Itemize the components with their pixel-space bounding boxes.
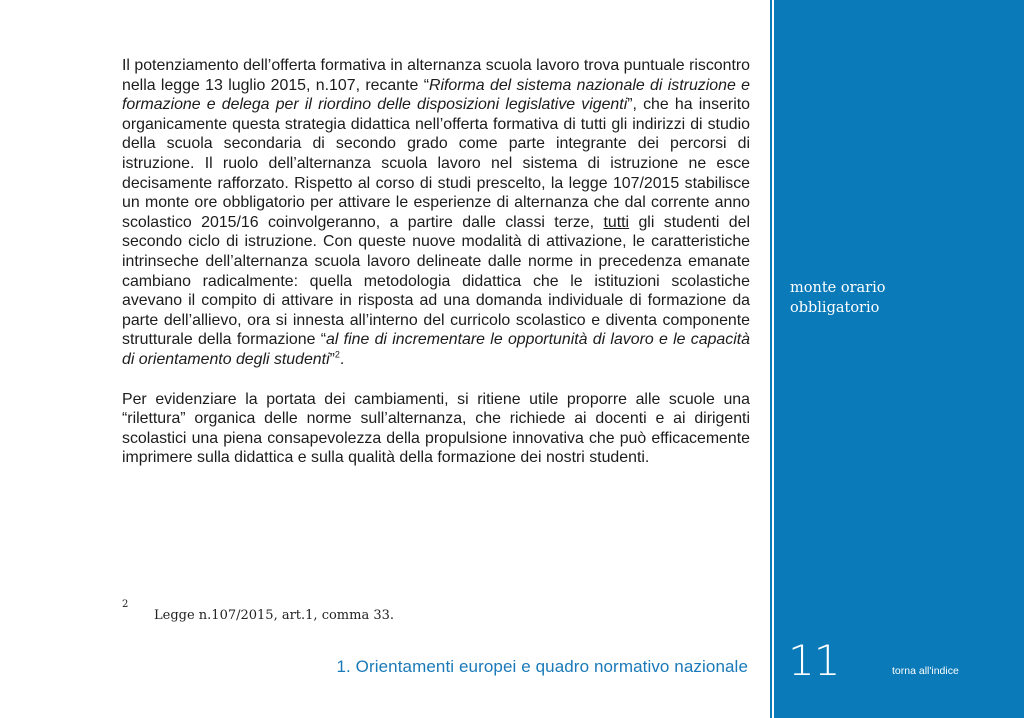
- margin-note-line-1: monte orario: [790, 280, 886, 296]
- p1-underlined-word: tutti: [603, 213, 630, 231]
- margin-note: [790, 278, 990, 318]
- footnote-reference[interactable]: 2: [334, 349, 340, 360]
- back-to-index-link[interactable]: torna all'indice: [892, 665, 959, 677]
- page-number: 11: [788, 636, 840, 685]
- p1-text-c: gli studenti del secondo ciclo di istruzione. Con queste nuove modalità di attivazione, le caratteristiche intrinseche dell’alternanza scuola lavoro delineate dalle norme in precedenza emanate cambiano radicalmente: quella metodologia didattica che le istituzioni scolastiche avevano il compito di attivare in risposta ad una domanda individuale di formazione da parte dell’allievo, ora si innesta all’interno del curricolo scolastico e diventa componente strutturale della formazione “: [122, 213, 751, 349]
- margin-note-line-2: obbligatorio: [790, 300, 880, 316]
- body-paragraph-1: [122, 56, 750, 370]
- sidebar-panel: [774, 0, 1024, 718]
- p1-text-a: Il potenziamento dell’offerta formativa in alternanza scuola lavoro trova puntuale riscontro nella legge 13 luglio 2015, n.107, recante “: [122, 57, 750, 94]
- p1-text-b: ”, che ha inserito organicamente questa strategia didattica nell’offerta formativa di tutti gli indirizzi di studio della scuola secondaria di secondo grado come parte integrante dei percorsi di istruzione. Il ruolo dell’alternanza scuola lavoro nel sistema di istruzione ne esce decisamente rafforzato. Rispetto al corso di studi prescelto, la legge 107/2015 stabilisce un monte ore obbligatorio per attivare le esperienze di alternanza che dal corrente anno scolastico 2015/16 coinvolgeranno, a partire dalle classi terze,: [122, 96, 750, 231]
- p1-law-title: Riforma del sistema nazionale di istruzione e formazione e delega per il riordino delle disposizioni legislative vigenti: [122, 76, 750, 114]
- p1-law-quote: al fine di incrementare le opportunità di lavoro e le capacità di orientamento degli studenti: [122, 331, 750, 368]
- footnote-text: Legge n.107/2015, art.1, comma 33.: [154, 608, 395, 623]
- footnote-number: 2: [122, 599, 129, 610]
- p1-period: .: [339, 350, 345, 368]
- body-paragraph-2: Per evidenziare la portata dei cambiamenti, si ritiene utile proporre alle scuole una “rilettura” organica delle norme sull’alternanza, che richiede ai docenti e ai dirigenti scolastici una piena consapevolezza della propulsione innovativa che può efficacemente imprimere sulla didattica e sulla qualità della formazione dei nostri studenti.: [122, 390, 750, 467]
- main-text-column: [122, 56, 750, 468]
- chapter-title: 1. Orientamenti europei e quadro normativo nazionale: [336, 657, 748, 676]
- p1-close-quote: ”: [329, 350, 335, 368]
